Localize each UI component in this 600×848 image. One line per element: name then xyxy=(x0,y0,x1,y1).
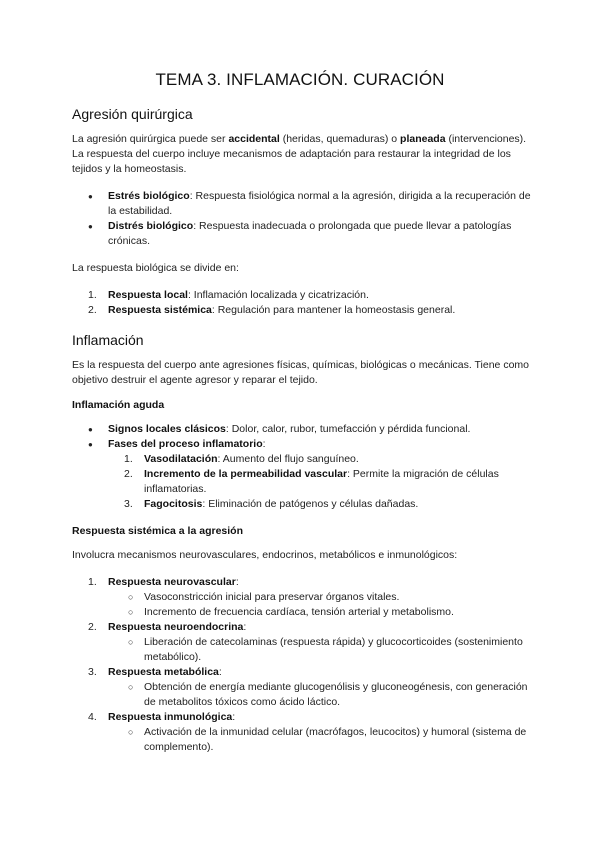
list-item: 1. Respuesta neurovascular: ○ Vasoconstricción inicial para preservar órganos vitales. ○ Incremento de frecuencia cardíaca, tensión arterial y metabolismo. xyxy=(72,575,532,620)
section-heading-inflamacion: Inflamación xyxy=(72,332,144,348)
list-item: ● Fases del proceso inflamatorio: 1. Vasodilatación: Aumento del flujo sanguíneo. 2. Incremento de la permeabilidad vascular: Permite la migración de células inflamatorias. 3. Fagocitosis: Eliminación de patógenos y células dañadas. xyxy=(72,437,532,512)
list-item: 1. Respuesta local: Inflamación localizada y cicatrización. xyxy=(88,289,369,301)
list-item: 1. Vasodilatación: Aumento del flujo sanguíneo. xyxy=(124,453,359,465)
list-item: 2. Respuesta neuroendocrina: ○ Liberación de catecolaminas (respuesta rápida) y glucocorticoides (sostenimiento metabólico). xyxy=(72,620,532,665)
list-item: ○ Obtención de energía mediante glucogenólisis y gluconeogénesis, con generación de metabolitos tóxicos como ácido láctico. xyxy=(72,680,532,710)
paragraph-inflamacion-intro: Es la respuesta del cuerpo ante agresiones físicas, químicas, biológicas o mecánicas. Tiene como objetivo destruir el agente agresor y reparar el tejido. xyxy=(72,359,529,386)
phases-numbered-list xyxy=(108,452,532,512)
paragraph-respuesta-sistemica: Involucra mecanismos neurovasculares, endocrinos, metabólicos e inmunológicos: xyxy=(72,549,458,561)
acute-bullet-list xyxy=(72,422,532,512)
list-item: ○ Incremento de frecuencia cardíaca, tensión arterial y metabolismo. xyxy=(72,605,532,620)
paragraph-agresion-intro: La agresión quirúrgica puede ser accidental (heridas, quemaduras) o planeada (intervenciones). La respuesta del cuerpo incluye mecanismos de adaptación para restaurar la integridad de los tejidos y la homeostasis. xyxy=(72,133,527,175)
list-item: ● Distrés biológico: Respuesta inadecuada o prolongada que puede llevar a patologías crónicas. xyxy=(72,219,532,249)
page-title: TEMA 3. INFLAMACIÓN. CURACIÓN xyxy=(155,70,445,89)
list-item: ● Signos locales clásicos: Dolor, calor, rubor, tumefacción y pérdida funcional. xyxy=(72,422,532,437)
subheading-respuesta-sistemica: Respuesta sistémica a la agresión xyxy=(72,525,243,537)
list-item: 2. Incremento de la permeabilidad vascular: Permite la migración de células inflamatorias. xyxy=(124,468,499,495)
paragraph-respuesta-biologica: La respuesta biológica se divide en: xyxy=(72,262,239,274)
systemic-numbered-list xyxy=(72,575,532,755)
list-item: ○ Vasoconstricción inicial para preservar órganos vitales. xyxy=(72,590,532,605)
stress-bullet-list xyxy=(72,189,532,249)
section-heading-agresion: Agresión quirúrgica xyxy=(72,106,193,122)
list-item: ○ Liberación de catecolaminas (respuesta rápida) y glucocorticoides (sostenimiento metabólico). xyxy=(72,635,532,665)
list-item: 3. Fagocitosis: Eliminación de patógenos y células dañadas. xyxy=(124,498,419,510)
list-item: ○ Activación de la inmunidad celular (macrófagos, leucocitos) y humoral (sistema de complemento). xyxy=(72,725,532,755)
list-item: 4. Respuesta inmunológica: ○ Activación de la inmunidad celular (macrófagos, leucocitos) y humoral (sistema de complemento). xyxy=(72,710,532,755)
response-numbered-list xyxy=(72,288,532,318)
list-item: 3. Respuesta metabólica: ○ Obtención de energía mediante glucogenólisis y gluconeogénesis, con generación de metabolitos tóxicos como ácido láctico. xyxy=(72,665,532,710)
subheading-inflamacion-aguda: Inflamación aguda xyxy=(72,399,165,411)
list-item: ● Estrés biológico: Respuesta fisiológica normal a la agresión, dirigida a la recuperación de la estabilidad. xyxy=(72,189,532,219)
list-item: 2. Respuesta sistémica: Regulación para mantener la homeostasis general. xyxy=(88,304,456,316)
